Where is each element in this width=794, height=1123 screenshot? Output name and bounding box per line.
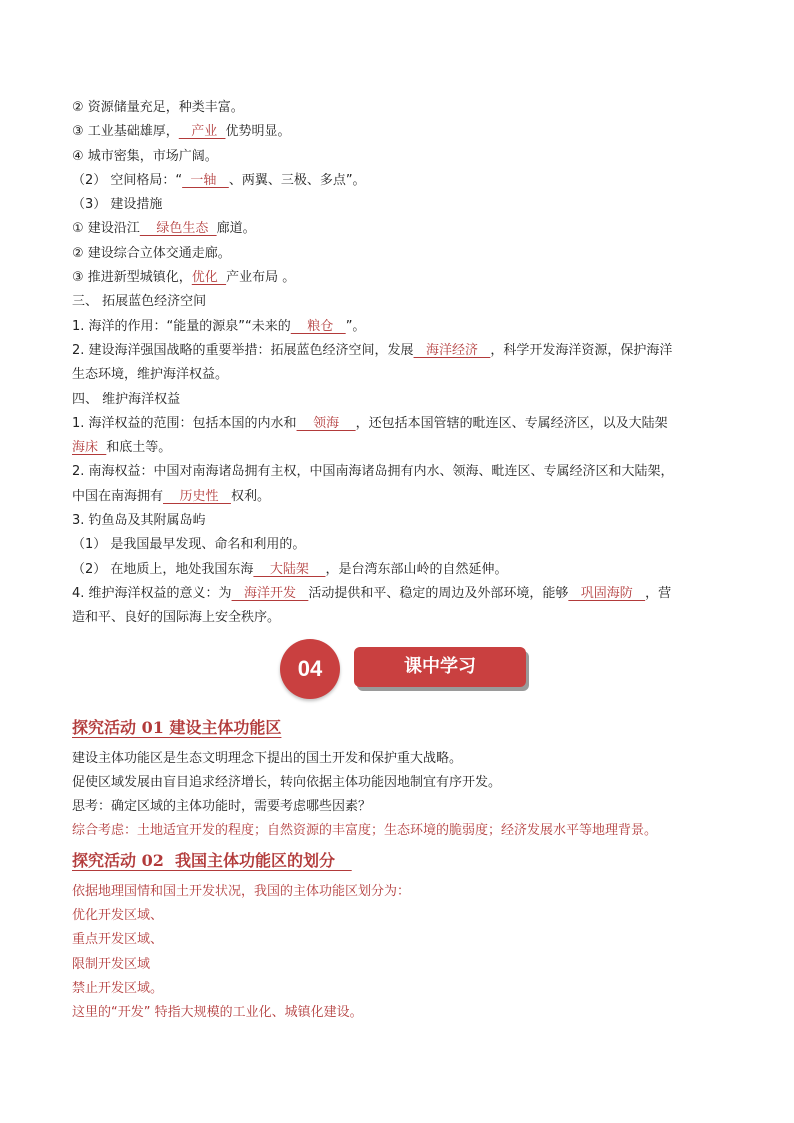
question-line: 思考：确定区域的主体功能时，需要考虑哪些因素？: [72, 799, 372, 815]
text-line: ② 资源储量充足，种类丰富。: [72, 100, 244, 115]
text: ，营: [645, 585, 672, 601]
text: 和底土等。: [106, 440, 172, 456]
answer-blank: 绿色生态: [139, 221, 217, 237]
answer-line: 依据地理国情和国土开发状况，我国的主体功能区划分为：: [72, 883, 411, 899]
text: （2） 空间格局：“: [72, 172, 183, 188]
section-banner-label: 课中学习: [354, 647, 526, 687]
text: 1. 海洋的作用：“能量的源泉”“未来的: [72, 318, 291, 334]
answer-blank: 海洋经济: [413, 342, 491, 358]
document-body: [72, 96, 724, 1026]
text-line: [72, 169, 724, 193]
text-line: 2. 南海权益：中国对南海诸岛拥有主权，中国南海诸岛拥有内水、领海、毗连区、专属经济区和大陆架，: [72, 464, 674, 480]
answer-line: 优化开发区域、: [72, 908, 164, 924]
text-line: [72, 582, 724, 606]
answer-line: 综合考虑：土地适宜开发的程度；自然资源的丰富度；生态环境的脆弱度；经济发展水平等地理背景。: [72, 823, 658, 839]
text-line: ② 建设综合立体交通走廊。: [72, 245, 231, 261]
answer-blank: 粮仓: [290, 318, 346, 334]
answer-blank: 海洋开发: [231, 585, 309, 601]
text-line: 促使区域发展由盲目追求经济增长，转向依据主体功能因地制宜有序开发。: [72, 774, 502, 790]
text-line: （1） 是我国最早发现、命名和利用的。: [72, 537, 306, 553]
answer-blank: 巩固海防: [568, 585, 646, 601]
text-line: [72, 120, 724, 144]
answer-blank: 大陆架: [253, 561, 326, 577]
text-line: [72, 412, 724, 436]
text: 优势明显。: [225, 124, 291, 140]
section-banner: [72, 639, 724, 709]
answer-blank: 优化: [191, 270, 227, 286]
section-heading: 三、 拓展蓝色经济空间: [72, 294, 207, 310]
text-line: 建设主体功能区是生态文明理念下提出的国土开发和保护重大战略。: [72, 750, 463, 766]
text: 中国在南海拥有: [72, 488, 164, 504]
text-line: [72, 266, 724, 290]
section-heading: 四、 维护海洋权益: [72, 391, 181, 407]
text: ，科学开发海洋资源，保护海洋: [490, 342, 673, 358]
text-line: [72, 558, 724, 582]
activity-title: 探究活动 02 我国主体功能区的划分: [72, 850, 352, 870]
text-line: [72, 339, 724, 363]
text: 权利。: [230, 488, 270, 504]
text: 2. 建设海洋强国战略的重要举措：拓展蓝色经济空间，发展: [72, 342, 414, 358]
answer-blank: 一轴: [182, 172, 229, 188]
text: ，还包括本国管辖的毗连区、专属经济区，以及大陆架: [355, 415, 668, 431]
answer-blank: 历史性: [163, 488, 231, 504]
text-line: [72, 436, 724, 460]
text-line: （3） 建设措施: [72, 197, 163, 213]
text-line: [72, 217, 724, 241]
answer-line: 重点开发区域、: [72, 932, 164, 948]
answer-line: 禁止开发区域。: [72, 980, 164, 996]
text: 、两翼、三极、多点”。: [228, 172, 366, 188]
answer-blank: 领海: [296, 415, 356, 431]
text: ，是台湾东部山岭的自然延伸。: [325, 561, 508, 577]
text: ”。: [345, 318, 366, 334]
text: 4. 维护海洋权益的意义：为: [72, 585, 232, 601]
text-line: [72, 315, 724, 339]
text: ③ 工业基础雄厚，: [72, 124, 179, 140]
answer-blank: 产业: [178, 124, 226, 140]
text: 1. 海洋权益的范围：包括本国的内水和: [72, 415, 297, 431]
activity-title: 探究活动 01 建设主体功能区: [72, 717, 282, 737]
text: ① 建设沿江: [72, 221, 140, 237]
answer-line: 限制开发区域: [72, 956, 151, 972]
text: 产业布局 。: [226, 270, 296, 286]
text-line: ④ 城市密集，市场广阔。: [72, 148, 218, 164]
section-number-badge: 04: [280, 639, 340, 699]
text: 活动提供和平、稳定的周边及外部环境，能够: [308, 585, 569, 601]
text-line: [72, 485, 724, 509]
text-line: 3. 钓鱼岛及其附属岛屿: [72, 513, 206, 529]
text: 廊道。: [216, 221, 256, 237]
text: ③ 推进新型城镇化，: [72, 270, 192, 286]
text-line: 生态环境，维护海洋权益。: [72, 367, 229, 383]
answer-blank: 海床: [72, 440, 107, 456]
answer-line: 这里的“开发” 特指大规模的工业化、城镇化建设。: [72, 1005, 363, 1021]
text: （2） 在地质上，地处我国东海: [72, 561, 254, 577]
text-line: 造和平、良好的国际海上安全秩序。: [72, 610, 281, 626]
